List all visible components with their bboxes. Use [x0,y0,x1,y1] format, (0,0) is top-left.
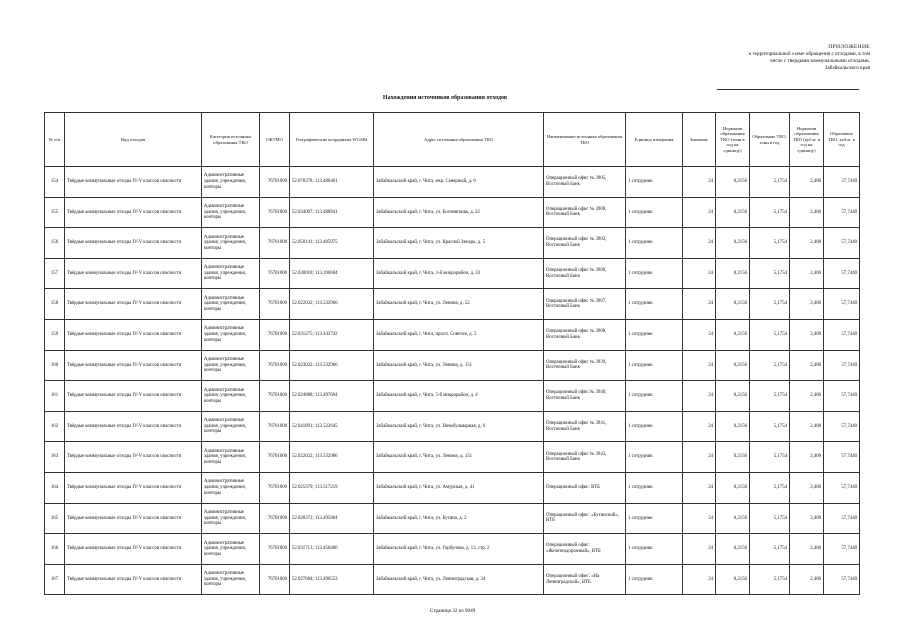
cell-norm-tons: 0,2156 [716,503,750,534]
cell-total-m3: 57,7440 [824,258,860,289]
cell-source-name: Операционный офис: ВТБ [544,472,626,503]
table-row [45,442,860,473]
table-row [45,381,860,412]
cell-address: Забайкальский край, г. Чита, ул. Ленина, д. 52 [374,289,544,320]
cell-total-m3: 57,7440 [824,472,860,503]
cell-waste-type: Твёрдые коммунальные отходы IV-V классов опасности [65,258,202,289]
appendix-block [700,44,870,72]
cell-coords: 52.031713; 113.450466 [290,534,374,565]
cell-norm-tons: 0,2156 [716,289,750,320]
table-row [45,411,860,442]
cell-source-name: Операционный офис № 3943, Восточный Банк [544,442,626,473]
cell-unit: 1 сотрудник [626,319,683,350]
cell-total-m3: 57,7440 [824,442,860,473]
cell-category: Административные здания, учреждения, конторы [202,381,260,412]
cell-unit: 1 сотрудник [626,472,683,503]
cell-num: 166 [45,534,65,565]
cell-source-name: Операционный офис: «Железнодорожный», ВТБ [544,534,626,565]
header-num: № п/п [45,113,65,167]
cell-value: 24 [683,503,716,534]
cell-category: Административные здания, учреждения, конторы [202,258,260,289]
table-header-row [45,113,860,167]
cell-norm-m3: 2,406 [790,503,824,534]
cell-total-tons: 5,1754 [750,167,790,198]
cell-coords: 52.027684; 113.496553 [290,564,374,595]
cell-coords: 52.023032; 113.532966 [290,350,374,381]
cell-unit: 1 сотрудник [626,228,683,259]
cell-total-m3: 57,7440 [824,289,860,320]
table-row [45,167,860,198]
cell-oktmo: 76701000 [260,350,290,381]
cell-waste-type: Твёрдые коммунальные отходы IV-V классов опасности [65,411,202,442]
cell-category: Административные здания, учреждения, конторы [202,442,260,473]
cell-value: 24 [683,442,716,473]
cell-total-m3: 57,7440 [824,534,860,565]
cell-coords: 52.030010; 113.396604 [290,258,374,289]
cell-oktmo: 76701000 [260,319,290,350]
cell-category: Административные здания, учреждения, конторы [202,289,260,320]
cell-total-m3: 57,7440 [824,228,860,259]
cell-oktmo: 76701000 [260,289,290,320]
cell-total-tons: 5,1754 [750,411,790,442]
cell-total-tons: 5,1754 [750,289,790,320]
document-title: Нахождения источников образования отходов [382,95,508,101]
cell-norm-m3: 2,406 [790,442,824,473]
cell-coords: 52.028372; 113.495884 [290,503,374,534]
cell-coords: 52.034007; 113.488841 [290,197,374,228]
cell-address: Забайкальский край, г. Чита, 3-й микрорайон, д. 33 [374,258,544,289]
cell-unit: 1 сотрудник [626,503,683,534]
table-row [45,197,860,228]
cell-oktmo: 76701000 [260,442,290,473]
cell-norm-m3: 2,406 [790,411,824,442]
cell-total-tons: 5,1754 [750,319,790,350]
cell-waste-type: Твёрдые коммунальные отходы IV-V классов опасности [65,564,202,595]
cell-address: Забайкальский край, г. Чита, 5-й микрорайон, д. 4 [374,381,544,412]
cell-unit: 1 сотрудник [626,442,683,473]
cell-norm-tons: 0,2156 [716,564,750,595]
cell-address: Забайкальский край, г. Чита, просп. Советов, д. 5 [374,319,544,350]
cell-total-tons: 5,1754 [750,350,790,381]
cell-value: 24 [683,289,716,320]
cell-norm-m3: 2,406 [790,197,824,228]
cell-total-m3: 57,7440 [824,381,860,412]
header-oktmo: ОКТМО [260,113,290,167]
cell-num: 163 [45,442,65,473]
cell-unit: 1 сотрудник [626,381,683,412]
header-address: Адрес источника образования ТКО [374,113,544,167]
header-coords: Географические координаты WGS84 [290,113,374,167]
cell-unit: 1 сотрудник [626,167,683,198]
cell-total-tons: 5,1754 [750,564,790,595]
cell-category: Административные здания, учреждения, конторы [202,411,260,442]
cell-oktmo: 76701000 [260,228,290,259]
cell-total-m3: 57,7440 [824,411,860,442]
cell-waste-type: Твёрдые коммунальные отходы IV-V классов опасности [65,534,202,565]
cell-total-m3: 57,7440 [824,350,860,381]
cell-norm-m3: 2,406 [790,564,824,595]
cell-value: 24 [683,534,716,565]
cell-norm-m3: 2,406 [790,319,824,350]
cell-value: 24 [683,564,716,595]
cell-norm-tons: 0,2156 [716,534,750,565]
cell-source-name: Операционный офис № 3905, Восточный Банк [544,167,626,198]
cell-norm-m3: 2,406 [790,381,824,412]
cell-source-name: Операционный офис № 3940, Восточный Банк [544,381,626,412]
cell-num: 165 [45,503,65,534]
cell-value: 24 [683,167,716,198]
cell-address: Забайкальский край, г. Чита, ул. Горбунова, д. 13, стр. 2 [374,534,544,565]
cell-category: Административные здания, учреждения, конторы [202,350,260,381]
cell-num: 167 [45,564,65,595]
cell-unit: 1 сотрудник [626,289,683,320]
cell-waste-type: Твёрдые коммунальные отходы IV-V классов опасности [65,197,202,228]
cell-unit: 1 сотрудник [626,350,683,381]
header-value: Значение [683,113,716,167]
cell-waste-type: Твёрдые коммунальные отходы IV-V классов опасности [65,503,202,534]
cell-address: Забайкальский край, г. Чита, ул. Ленина, д. 151 [374,442,544,473]
cell-norm-tons: 0,2156 [716,472,750,503]
page-number: Страница 32 из 9049 [429,608,476,614]
cell-coords: 52.076378; 113.486461 [290,167,374,198]
cell-value: 24 [683,350,716,381]
cell-total-tons: 5,1754 [750,534,790,565]
cell-num: 154 [45,167,65,198]
cell-coords: 52.022032; 113.532966 [290,289,374,320]
appendix-heading: ПРИЛОЖЕНИЕ [828,44,870,50]
cell-coords: 52.024888; 113.497694 [290,381,374,412]
cell-waste-type: Твёрдые коммунальные отходы IV-V классов опасности [65,289,202,320]
cell-norm-tons: 0,2156 [716,167,750,198]
header-unit: Единица измерения [626,113,683,167]
cell-num: 156 [45,228,65,259]
table-body [45,167,860,595]
cell-address: Забайкальский край, г. Чита, ул. Бутина, д. 2 [374,503,544,534]
cell-total-tons: 5,1754 [750,472,790,503]
cell-total-tons: 5,1754 [750,503,790,534]
table-row [45,564,860,595]
cell-norm-tons: 0,2156 [716,197,750,228]
cell-address: Забайкальский край, г. Чита, ул. Ленина, д. 151 [374,350,544,381]
cell-source-name: Операционный офис № 3907, Восточный Банк [544,289,626,320]
waste-sources-table [44,112,860,595]
appendix-underline [717,89,859,90]
cell-category: Административные здания, учреждения, конторы [202,319,260,350]
cell-unit: 1 сотрудник [626,258,683,289]
header-total-tons: Образовано ТКО, тонн в год [750,113,790,167]
header-norm-tons: Норматив образования ТКО (тонн в год на единицу) [716,113,750,167]
cell-value: 24 [683,319,716,350]
cell-address: Забайкальский край, г. Чита, ул. Красной Звезды, д. 5 [374,228,544,259]
cell-total-tons: 5,1754 [750,381,790,412]
table-row [45,534,860,565]
cell-num: 161 [45,381,65,412]
cell-norm-m3: 2,406 [790,258,824,289]
cell-category: Административные здания, учреждения, конторы [202,197,260,228]
cell-source-name: Операционный офис № 3903, Восточный Банк [544,228,626,259]
cell-norm-tons: 0,2156 [716,381,750,412]
table-row [45,350,860,381]
cell-address: Забайкальский край, г. Чита, ул. Новобульварная, д. 6 [374,411,544,442]
cell-num: 164 [45,472,65,503]
cell-num: 158 [45,289,65,320]
cell-category: Административные здания, учреждения, конторы [202,167,260,198]
cell-norm-m3: 2,406 [790,472,824,503]
header-total-m3: Образовано ТКО, куб.м. в год [824,113,860,167]
cell-category: Административные здания, учреждения, конторы [202,503,260,534]
cell-address: Забайкальский край, г. Чита, ул. Ленинградская, д. 34 [374,564,544,595]
cell-total-m3: 57,7440 [824,503,860,534]
cell-value: 24 [683,228,716,259]
cell-source-name: Операционный офис № 3941, Восточный Банк [544,411,626,442]
table-row [45,258,860,289]
cell-address: Забайкальский край, г. Чита, мкр. Северный, д. 6 [374,167,544,198]
cell-address: Забайкальский край, г. Чита, ул. Богомягкова, д. 22 [374,197,544,228]
cell-norm-tons: 0,2156 [716,411,750,442]
cell-category: Административные здания, учреждения, конторы [202,564,260,595]
cell-norm-tons: 0,2156 [716,228,750,259]
cell-coords: 52.022032; 113.532966 [290,442,374,473]
cell-total-tons: 5,1754 [750,258,790,289]
cell-waste-type: Твёрдые коммунальные отходы IV-V классов опасности [65,381,202,412]
appendix-line-1: к территориальной схеме обращения с отходами, в том [748,51,870,57]
cell-value: 24 [683,472,716,503]
header-norm-m3: Норматив образования ТКО (куб.м. в год на единицу) [790,113,824,167]
table-row [45,503,860,534]
cell-source-name: Операционный офис № 3939, Восточный Банк [544,350,626,381]
cell-oktmo: 76701000 [260,564,290,595]
cell-norm-tons: 0,2156 [716,319,750,350]
cell-oktmo: 76701000 [260,411,290,442]
cell-waste-type: Твёрдые коммунальные отходы IV-V классов опасности [65,442,202,473]
cell-category: Административные здания, учреждения, конторы [202,228,260,259]
cell-waste-type: Твёрдые коммунальные отходы IV-V классов опасности [65,167,202,198]
cell-waste-type: Твёрдые коммунальные отходы IV-V классов опасности [65,319,202,350]
cell-source-name: Операционный офис № 3906, Восточный Банк [544,258,626,289]
cell-total-m3: 57,7440 [824,197,860,228]
cell-source-name: Операционный офис: «Бутинский», ВТБ [544,503,626,534]
cell-oktmo: 76701000 [260,472,290,503]
cell-waste-type: Твёрдые коммунальные отходы IV-V классов опасности [65,350,202,381]
table-row [45,289,860,320]
cell-total-tons: 5,1754 [750,228,790,259]
header-category: Категория источника образования ТКО [202,113,260,167]
table-row [45,472,860,503]
cell-oktmo: 76701000 [260,258,290,289]
cell-norm-tons: 0,2156 [716,350,750,381]
cell-waste-type: Твёрдые коммунальные отходы IV-V классов опасности [65,228,202,259]
cell-source-name: Операционный офис № 3900, Восточный Банк [544,197,626,228]
cell-num: 155 [45,197,65,228]
cell-norm-tons: 0,2156 [716,258,750,289]
cell-coords: 52.025379; 113.517219 [290,472,374,503]
cell-waste-type: Твёрдые коммунальные отходы IV-V классов опасности [65,472,202,503]
cell-num: 160 [45,350,65,381]
cell-value: 24 [683,197,716,228]
cell-oktmo: 76701000 [260,197,290,228]
cell-value: 24 [683,381,716,412]
cell-num: 159 [45,319,65,350]
cell-source-name: Операционный офис № 3908, Восточный Банк [544,319,626,350]
cell-num: 162 [45,411,65,442]
table-row [45,228,860,259]
cell-unit: 1 сотрудник [626,411,683,442]
cell-category: Административные здания, учреждения, конторы [202,534,260,565]
cell-value: 24 [683,258,716,289]
cell-total-tons: 5,1754 [750,442,790,473]
cell-address: Забайкальский край, г. Чита, ул. Амурская, д. 41 [374,472,544,503]
cell-num: 157 [45,258,65,289]
header-source-name: Наименование источника образования ТКО [544,113,626,167]
cell-total-tons: 5,1754 [750,197,790,228]
cell-total-m3: 57,7440 [824,319,860,350]
cell-oktmo: 76701000 [260,381,290,412]
appendix-line-3: Забайкальского края [824,65,870,71]
cell-norm-m3: 2,406 [790,167,824,198]
header-waste-type: Вид отходов [65,113,202,167]
cell-norm-m3: 2,406 [790,534,824,565]
table-row [45,319,860,350]
cell-total-m3: 57,7440 [824,564,860,595]
cell-unit: 1 сотрудник [626,564,683,595]
cell-coords: 52.050141; 113.485975 [290,228,374,259]
cell-coords: 52.031275; 113.443742 [290,319,374,350]
cell-unit: 1 сотрудник [626,197,683,228]
cell-norm-tons: 0,2156 [716,442,750,473]
cell-norm-m3: 2,406 [790,289,824,320]
cell-norm-m3: 2,406 [790,350,824,381]
cell-unit: 1 сотрудник [626,534,683,565]
cell-coords: 52.041891; 113.522645 [290,411,374,442]
cell-category: Административные здания, учреждения, конторы [202,472,260,503]
cell-source-name: Операционный офис: «На Ленинградской», ВТБ [544,564,626,595]
cell-norm-m3: 2,406 [790,228,824,259]
cell-total-m3: 57,7440 [824,167,860,198]
cell-oktmo: 76701000 [260,503,290,534]
cell-value: 24 [683,411,716,442]
appendix-line-2: числе с твердыми коммунальными отходами, [769,58,870,64]
cell-oktmo: 76701000 [260,534,290,565]
cell-oktmo: 76701000 [260,167,290,198]
